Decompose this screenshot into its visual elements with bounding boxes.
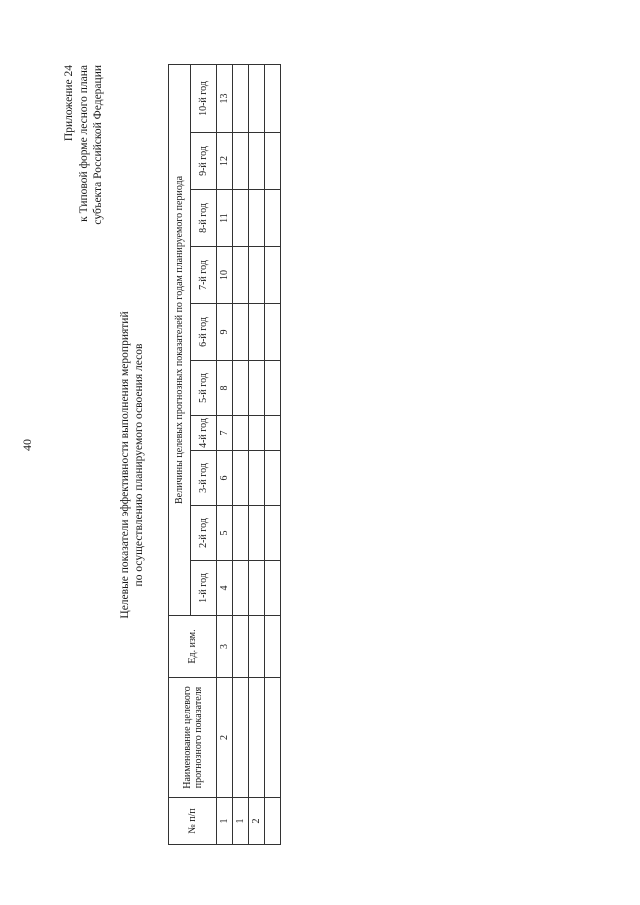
header-year-7: 7-й год <box>191 247 217 304</box>
header-year-10: 10-й год <box>191 64 217 132</box>
header-year-1: 1-й год <box>191 561 217 616</box>
col-number: 2 <box>217 678 233 798</box>
table-row <box>249 64 265 844</box>
cell <box>265 416 281 451</box>
table-row <box>233 64 249 844</box>
cell <box>265 64 281 132</box>
col-number: 5 <box>217 506 233 561</box>
title-line-2: по осуществлению планируемого освоения лесов <box>133 343 145 587</box>
row-num: 1 <box>233 798 249 845</box>
cell <box>265 451 281 506</box>
cell <box>265 304 281 361</box>
appendix-header <box>62 65 106 265</box>
header-name: Наименование целевого прогнозного показателя <box>169 678 217 798</box>
title-line-1: Целевые показатели эффективности выполнения мероприятий <box>119 311 131 619</box>
cell <box>233 190 249 247</box>
col-number: 6 <box>217 451 233 506</box>
cell <box>265 361 281 416</box>
document-title <box>118 195 146 735</box>
cell <box>233 304 249 361</box>
header-num: № п/п <box>169 798 217 845</box>
cell <box>265 247 281 304</box>
cell <box>233 506 249 561</box>
col-number: 9 <box>217 304 233 361</box>
cell <box>249 361 265 416</box>
header-year-3: 3-й год <box>191 451 217 506</box>
column-number-row <box>217 64 233 844</box>
cell <box>233 451 249 506</box>
col-number: 4 <box>217 561 233 616</box>
cell <box>249 133 265 190</box>
cell <box>233 247 249 304</box>
cell <box>249 190 265 247</box>
cell <box>249 506 265 561</box>
cell <box>233 416 249 451</box>
col-number: 8 <box>217 361 233 416</box>
header-year-8: 8-й год <box>191 190 217 247</box>
col-number: 10 <box>217 247 233 304</box>
row-num: 2 <box>249 798 265 845</box>
cell <box>265 678 281 798</box>
cell <box>233 361 249 416</box>
cell <box>233 616 249 678</box>
row-num <box>265 798 281 845</box>
col-number: 12 <box>217 133 233 190</box>
header-year-4: 4-й год <box>191 416 217 451</box>
header-row-1 <box>169 64 191 844</box>
header-year-2: 2-й год <box>191 506 217 561</box>
cell <box>249 416 265 451</box>
appendix-line-1: Приложение 24 <box>63 65 75 142</box>
header-year-9: 9-й год <box>191 133 217 190</box>
cell <box>249 561 265 616</box>
cell <box>249 616 265 678</box>
cell <box>233 678 249 798</box>
cell <box>249 304 265 361</box>
header-unit: Ед. изм. <box>169 616 217 678</box>
cell <box>265 133 281 190</box>
header-group-years: Величины целевых прогнозных показателей по годам планируемого периода <box>169 64 191 615</box>
table-row <box>265 64 281 844</box>
cell <box>233 561 249 616</box>
cell <box>265 190 281 247</box>
col-number: 3 <box>217 616 233 678</box>
cell <box>249 451 265 506</box>
cell <box>233 64 249 132</box>
col-number: 11 <box>217 190 233 247</box>
cell <box>265 616 281 678</box>
page-number: 40 <box>20 439 34 451</box>
col-number: 13 <box>217 64 233 132</box>
cell <box>233 133 249 190</box>
cell <box>249 247 265 304</box>
header-year-5: 5-й год <box>191 361 217 416</box>
appendix-line-2: к Типовой форме лесного плана <box>77 65 90 222</box>
forecast-table <box>168 64 281 845</box>
col-number: 1 <box>217 798 233 845</box>
appendix-line-3: субъекта Российской Федерации <box>92 65 104 225</box>
col-number: 7 <box>217 416 233 451</box>
cell <box>265 561 281 616</box>
cell <box>249 678 265 798</box>
cell <box>249 64 265 132</box>
header-year-6: 6-й год <box>191 304 217 361</box>
cell <box>265 506 281 561</box>
